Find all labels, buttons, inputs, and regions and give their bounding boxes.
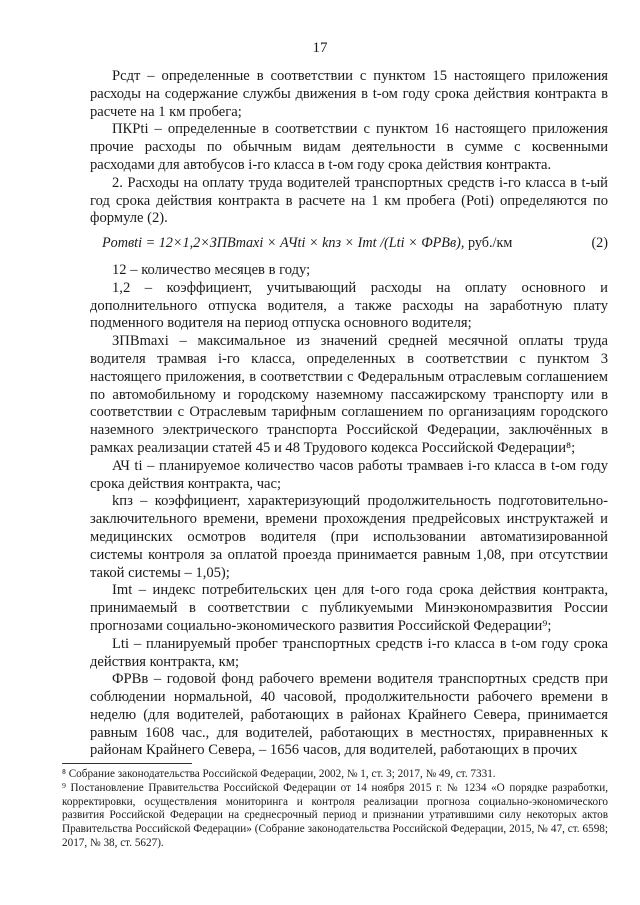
paragraph-section-2: 2. Расходы на оплату труда водителей транспортных средств i-го класса в t-ый год срока действия контракта в расчете на 1 км пробега (Роti) определяются по формуле (2). xyxy=(90,174,608,227)
definition-coefficient-1-2: 1,2 – коэффициент, учитывающий расходы на оплату основного и дополнительного отпуска водителя, а также расходы на заработную плату подменного водителя на период отпуска основного водителя; xyxy=(90,279,608,332)
paragraph-rsdt: Рсдт – определенные в соответствии с пунктом 15 настоящего приложения расходы на содержание службы движения в t-ом году срока действия контракта в расчете на 1 км пробега; xyxy=(90,68,608,120)
footnote-divider xyxy=(62,763,192,764)
formula-number: (2) xyxy=(591,235,608,252)
definition-imt: Imt – индекс потребительских цен для t-ого года срока действия контракта, принимаемый в соответствии с публикуемыми Минэкономразвития России прогнозами социально-экономического развития Российской Федерации⁹; xyxy=(90,582,608,634)
formula-unit: , руб./км xyxy=(460,235,513,252)
footnote-9: ⁹ Постановление Правительства Российской Федерации от 14 ноября 2015 г. № 1234 «О порядке разработки, корректировки, осуществления мониторинга и контроля реализации прогноза социально-экономического развития Российской Федерации на среднесрочный период и признании утратившими силу некоторых актов Правительства Российской Федерации» (Собрание законодательства Российской Федерации, 2015, № 47, ст. 6598; 2017, № 38, ст. 5627). xyxy=(62,781,608,849)
page-number: 17 xyxy=(312,40,328,56)
definition-zpv: ЗПВmaxi – максимальное из значений средней месячной оплаты труда водителя трамвая i-го класса, определенных в соответствии с пунктом 3 настоящего приложения, в соответствии с Федеральным отраслевым соглашением по автомобильному и городскому наземному пассажирскому транспорту или в соответствии с Отраслевым тарифным соглашением по организациям городского наземного электрического транспорта Российской Федерации, заключённых в рамках реализации статей 45 и 48 Трудового кодекса Российской Федерации⁸; xyxy=(90,333,608,456)
footnotes xyxy=(62,768,608,851)
definition-kpz: kпз – коэффициент, характеризующий продолжительность подготовительно-заключительного времени, времени прохождения предрейсовых инструктажей и медицинских осмотров водителя (при использовании автоматизированной системы контроля за оплатой проезда принимается равным 1,08, при отсутствии такой системы – 1,05); xyxy=(90,493,608,581)
formula-2 xyxy=(90,235,608,253)
footnote-8: ⁸ Собрание законодательства Российской Федерации, 2002, № 1, ст. 3; 2017, № 49, ст. 7331. xyxy=(62,768,496,780)
document-body xyxy=(90,68,608,760)
paragraph-pkr: ПКРti – определенные в соответствии с пунктом 16 настоящего приложения прочие расходы по обычным видам деятельности в сумме с косвенными расходами для автобусов i-го класса в t-ом году срока действия контракта. xyxy=(90,121,608,173)
definition-frv: ФРВв – годовой фонд рабочего времени водителя транспортных средств при соблюдении нормальной, 40 часовой, продолжительности рабочего времени в неделю (для водителей, работающих в районах Крайнего Севера, принимается равным 1608 час., для водителей, работающих в местностях, приравненных к районам Крайнего Севера, – 1656 часов, для водителей, работающих в прочих xyxy=(90,671,608,759)
formula-expression: Pотвti = 12×1,2×ЗПВmaxi × АЧti × kпз × Imt /(Lti × ФРВв), руб./км xyxy=(102,235,513,252)
definition-months: 12 – количество месяцев в году; xyxy=(112,261,311,278)
definition-ach: АЧ ti – планируемое количество часов работы трамваев i-го класса в t-ом году срока действия контракта, час; xyxy=(90,457,608,492)
definition-lti: Lti – планируемый пробег транспортных средств i-го класса в t-ом году срока действия контракта, км; xyxy=(90,635,608,670)
